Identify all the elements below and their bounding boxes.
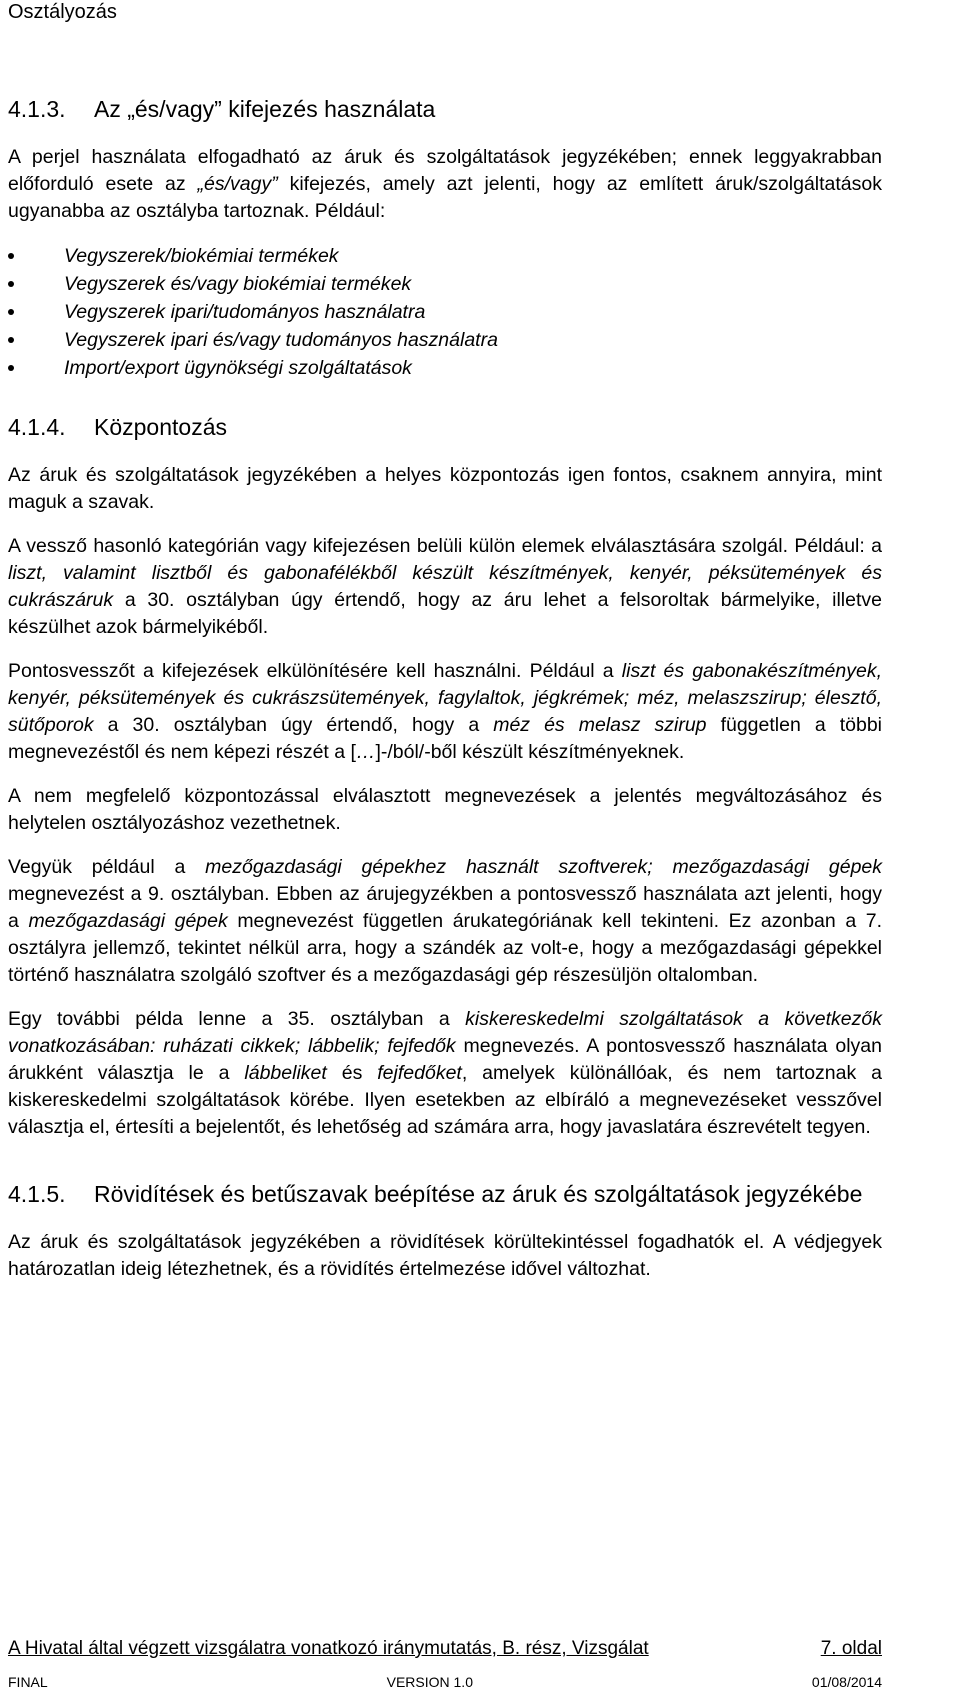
list-item: Import/export ügynökségi szolgáltatások	[8, 354, 882, 382]
section-number: 4.1.5.	[8, 1181, 66, 1207]
footer-document-title: A Hivatal által végzett vizsgálatra vonatkozó iránymutatás, B. rész, Vizsgálat	[8, 1638, 649, 1659]
footer-version-line	[8, 1674, 882, 1690]
running-header-title: Osztályozás	[8, 1, 117, 23]
section-number: 4.1.4.	[8, 414, 66, 440]
list-item: Vegyszerek/biokémiai termékek	[8, 242, 882, 270]
footer-document-line	[8, 1638, 882, 1660]
paragraph-abbreviations: Az áruk és szolgáltatások jegyzékében a rövidítések körültekintéssel fogadhatók el. A védjegyek határozatlan ideig létezhetnek, és a rövidítés értelmezése idővel változhat.	[8, 1231, 882, 1280]
footer-page-number: 7. oldal	[820, 1638, 882, 1659]
paragraph-semicolon: Pontosvesszőt a kifejezések elkülönítésére kell használni. Például a liszt és gabonakészítmények, kenyér, péksütemények és cukrászsütemények, fagylaltok, jégkrémek; méz, melaszszirup; élesztő, sütőporok a 30. osztályban úgy értendő, hogy a méz és melasz szirup független a többi megnevezéstől és nem képezi részét a […]-/ból/-ből készült készítményeknek.	[8, 660, 883, 763]
paragraph-example-retail: Egy további példa lenne a 35. osztályban a kiskereskedelmi szolgáltatások a következők vonatkozásában: ruházati cikkek; lábbelik; fejfedők megnevezés. A pontosvessző használata olyan árukként választja le a lábbeliket és fejfedőket, amelyek különállóak, és nem tartoznak a kiskereskedelmi szolgáltatások körébe. Ilyen esetekben az elbíráló a megnevezéseket vesszővel választja el, értesíti a bejelentőt, és lehetőség ad számára arra, hogy javaslatára észrevételt tegyen.	[8, 1008, 883, 1138]
section-number: 4.1.3.	[8, 96, 66, 122]
bullet-icon	[8, 281, 14, 287]
section-title: Központozás	[94, 414, 227, 440]
footer-date: 01/08/2014	[811, 1674, 882, 1690]
paragraph-slash-usage: A perjel használata elfogadható az áruk és szolgáltatások jegyzékében; ennek leggyakrabban előforduló esete az „és/vagy” kifejezés, amely azt jelenti, hogy az említett áruk/szolgáltatások ugyanabba az osztályba tartoznak. Például:	[8, 146, 882, 222]
paragraph-wrong-punctuation: A nem megfelelő központozással elválasztott megnevezések a jelentés megváltozásához és helytelen osztályozáshoz vezethetnek.	[8, 785, 882, 834]
list-item: Vegyszerek ipari/tudományos használatra	[8, 298, 882, 326]
list-item: Vegyszerek és/vagy biokémiai termékek	[8, 270, 882, 298]
section-heading-4-1-5	[8, 1179, 882, 1209]
section-title: Rövidítések és betűszavak beépítése az áruk és szolgáltatások jegyzékébe	[94, 1181, 863, 1207]
bullet-icon	[8, 365, 14, 371]
example-list	[8, 242, 882, 382]
document-body	[8, 94, 882, 1283]
bullet-icon	[8, 253, 14, 259]
bullet-icon	[8, 309, 14, 315]
list-item: Vegyszerek ipari és/vagy tudományos használatra	[8, 326, 882, 354]
section-heading-4-1-4	[8, 412, 882, 442]
footer-status: FINAL	[8, 1674, 48, 1690]
section-title: Az „és/vagy” kifejezés használata	[94, 96, 436, 122]
footer-version: VERSION 1.0	[386, 1674, 473, 1690]
paragraph-comma: A vessző hasonló kategórián vagy kifejezésen belüli külön elemek elválasztására szolgál. Például: a liszt, valamint lisztből és gabonafélékből készült készítmények, kenyér, péksütemények és cukrászáruk a 30. osztályban úgy értendő, hogy az áru lehet a felsoroltak bármelyike, illetve készülhet azok bármelyikéből.	[8, 535, 882, 638]
section-heading-4-1-3	[8, 94, 882, 124]
paragraph-punctuation-intro: Az áruk és szolgáltatások jegyzékében a helyes központozás igen fontos, csaknem annyira, mint maguk a szavak.	[8, 464, 882, 513]
bullet-icon	[8, 337, 14, 343]
paragraph-example-software: Vegyük például a mezőgazdasági gépekhez használt szoftverek; mezőgazdasági gépek megnevezést a 9. osztályban. Ebben az árujegyzékben a pontosvessző használata azt jelenti, hogy a mezőgazdasági gépek megnevezést független árukategóriának kell tekinteni. Ez azonban a 7. osztályra jellemző, tekintet nélkül arra, hogy a szándék az volt-e, hogy a mezőgazdasági gépekkel történő használatra szolgáló szoftver és a mezőgazdasági gép részesüljön oltalomban.	[8, 856, 883, 986]
